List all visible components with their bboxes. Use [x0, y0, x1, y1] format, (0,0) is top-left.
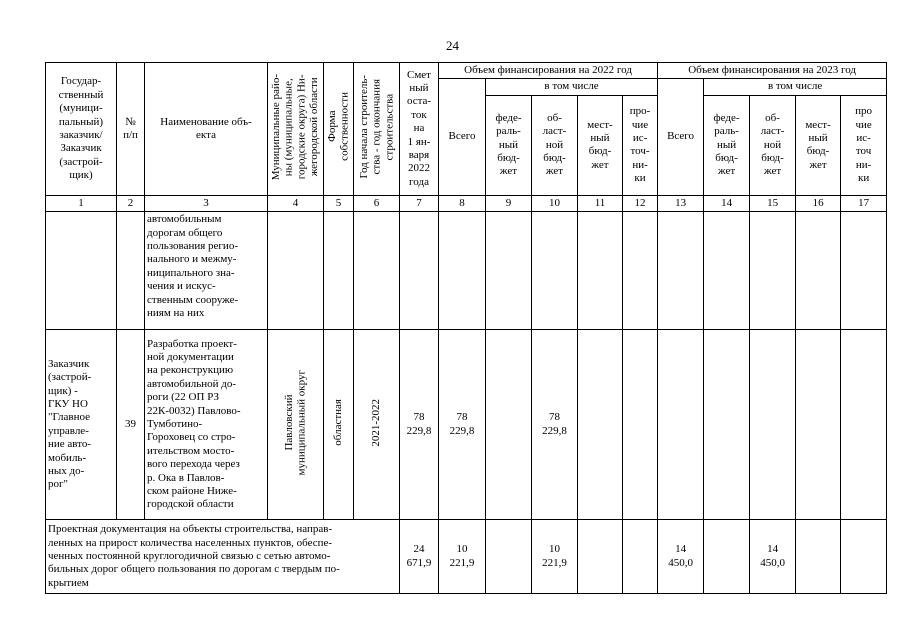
cell-empty [658, 212, 704, 330]
column-number: 2 [117, 195, 145, 211]
table-row [46, 520, 887, 594]
header-other-2022: про- чие ис- точ- ни- ки [623, 95, 658, 195]
column-number-row [46, 195, 887, 211]
cell-other-2022 [623, 330, 658, 520]
cell-total-2022: 10 221,9 [439, 520, 486, 594]
header-ownership [324, 63, 354, 196]
header-local-2023: мест- ный бюд- жет [796, 95, 841, 195]
cell-regional-2023 [750, 330, 796, 520]
cell-federal-2022 [486, 330, 532, 520]
cell-other-2022 [623, 520, 658, 594]
column-number: 5 [324, 195, 354, 211]
header-funding-2023: Объем финансирования на 2023 год [658, 63, 887, 79]
column-number: 1 [46, 195, 117, 211]
header-total-2023: Всего [658, 79, 704, 195]
header-construction-years-text: Год начала строитель- ства - год окончания строительства [357, 74, 395, 179]
cell-local-2023 [796, 520, 841, 594]
column-number: 12 [623, 195, 658, 211]
cell-empty [841, 212, 887, 330]
header-total-2022: Всего [439, 79, 486, 195]
cell-local-2022 [578, 520, 623, 594]
header-customer: Государ- ственный (муници- пальный) заказчик/ Заказчик (застрой- щик) [46, 63, 117, 196]
funding-table [45, 62, 887, 594]
cell-number-empty [117, 212, 145, 330]
header-federal-2023: феде- раль- ный бюд- жет [704, 95, 750, 195]
header-including-2023: в том числе [704, 79, 887, 95]
cell-empty [268, 212, 324, 330]
cell-empty [354, 212, 400, 330]
header-municipal-district-text: Муниципальные райо- ны (муниципальные, городские округа) Ни- жегородской области [270, 73, 321, 180]
cell-object-name: Разработка проект- ной документации на реконструкцию автомобильной до- роги (22 ОП РЗ 22К-0032) Павлово- Тумботино- Гороховец со стро- ительством мосто- вого перехода через р. Ока в Павлов- ском районе Ниже- городской области [145, 330, 268, 520]
cell-empty [623, 212, 658, 330]
column-number: 10 [532, 195, 578, 211]
cell-number: 39 [117, 330, 145, 520]
cell-total-2022: 78 229,8 [439, 330, 486, 520]
column-number: 13 [658, 195, 704, 211]
page-number: 24 [446, 38, 459, 53]
cell-empty [704, 212, 750, 330]
cell-empty [439, 212, 486, 330]
header-estimated-balance: Смет ный остa- ток на 1 ян- варя 2022 года [400, 63, 439, 196]
header-regional-2023: об- ласт- ной бюд- жет [750, 95, 796, 195]
cell-estimated-balance: 78 229,8 [400, 330, 439, 520]
table-row [46, 212, 887, 330]
cell-years [354, 330, 400, 520]
cell-other-2023 [841, 330, 887, 520]
cell-years-text: 2021-2022 [370, 398, 383, 447]
cell-total-2023: 14 450,0 [658, 520, 704, 594]
column-number: 16 [796, 195, 841, 211]
header-local-2022: мест- ный бюд- жет [578, 95, 623, 195]
cell-total-2023 [658, 330, 704, 520]
cell-ownership [324, 330, 354, 520]
cell-local-2023 [796, 330, 841, 520]
cell-district-text: Павловский муниципальный округ [282, 369, 308, 476]
header-municipal-district [268, 63, 324, 196]
header-funding-2022: Объем финансирования на 2022 год [439, 63, 658, 79]
column-number: 8 [439, 195, 486, 211]
header-ownership-text: Форма собственности [326, 92, 351, 162]
cell-customer-empty [46, 212, 117, 330]
column-number: 3 [145, 195, 268, 211]
cell-empty [750, 212, 796, 330]
cell-federal-2023 [704, 520, 750, 594]
cell-federal-2022 [486, 520, 532, 594]
cell-regional-2022: 10 221,9 [532, 520, 578, 594]
header-regional-2022: об- ласт- ной бюд- жет [532, 95, 578, 195]
cell-ownership-text: областная [332, 399, 345, 446]
cell-summary: Проектная документация на объекты строительства, направ- ленных на прирост количества населенных пунктов, обеспе- ченных постоянной круглогодичной связью с сетью автомо- бильных дорог общего пользования по дорогам с твердым по- крытием [46, 520, 400, 594]
cell-empty [532, 212, 578, 330]
column-number: 14 [704, 195, 750, 211]
column-number: 6 [354, 195, 400, 211]
column-number: 15 [750, 195, 796, 211]
cell-empty [324, 212, 354, 330]
table-row [46, 330, 887, 520]
column-number: 11 [578, 195, 623, 211]
column-number: 17 [841, 195, 887, 211]
cell-empty [796, 212, 841, 330]
column-number: 9 [486, 195, 532, 211]
column-number: 7 [400, 195, 439, 211]
cell-empty [578, 212, 623, 330]
cell-empty [400, 212, 439, 330]
header-including-2022: в том числе [486, 79, 658, 95]
header-federal-2022: феде- раль- ный бюд- жет [486, 95, 532, 195]
cell-estimated-balance: 24 671,9 [400, 520, 439, 594]
cell-customer: Заказчик (застрой- щик) - ГКУ НО "Главное управле- ние авто- мобиль- ных до- рог" [46, 330, 117, 520]
cell-other-2023 [841, 520, 887, 594]
cell-regional-2022: 78 229,8 [532, 330, 578, 520]
header-other-2023: про чие ис- точ ни- ки [841, 95, 887, 195]
cell-regional-2023: 14 450,0 [750, 520, 796, 594]
cell-federal-2023 [704, 330, 750, 520]
cell-object-name-continued: автомобильным дорогам общего пользования регио- нального и межму- ниципального зна- чения и искус- ственным сооруже- ниям на них [145, 212, 268, 330]
header-construction-years [354, 63, 400, 196]
header-object-name: Наименование объ- екта [145, 63, 268, 196]
cell-district [268, 330, 324, 520]
column-number: 4 [268, 195, 324, 211]
cell-empty [486, 212, 532, 330]
cell-local-2022 [578, 330, 623, 520]
header-number: № п/п [117, 63, 145, 196]
